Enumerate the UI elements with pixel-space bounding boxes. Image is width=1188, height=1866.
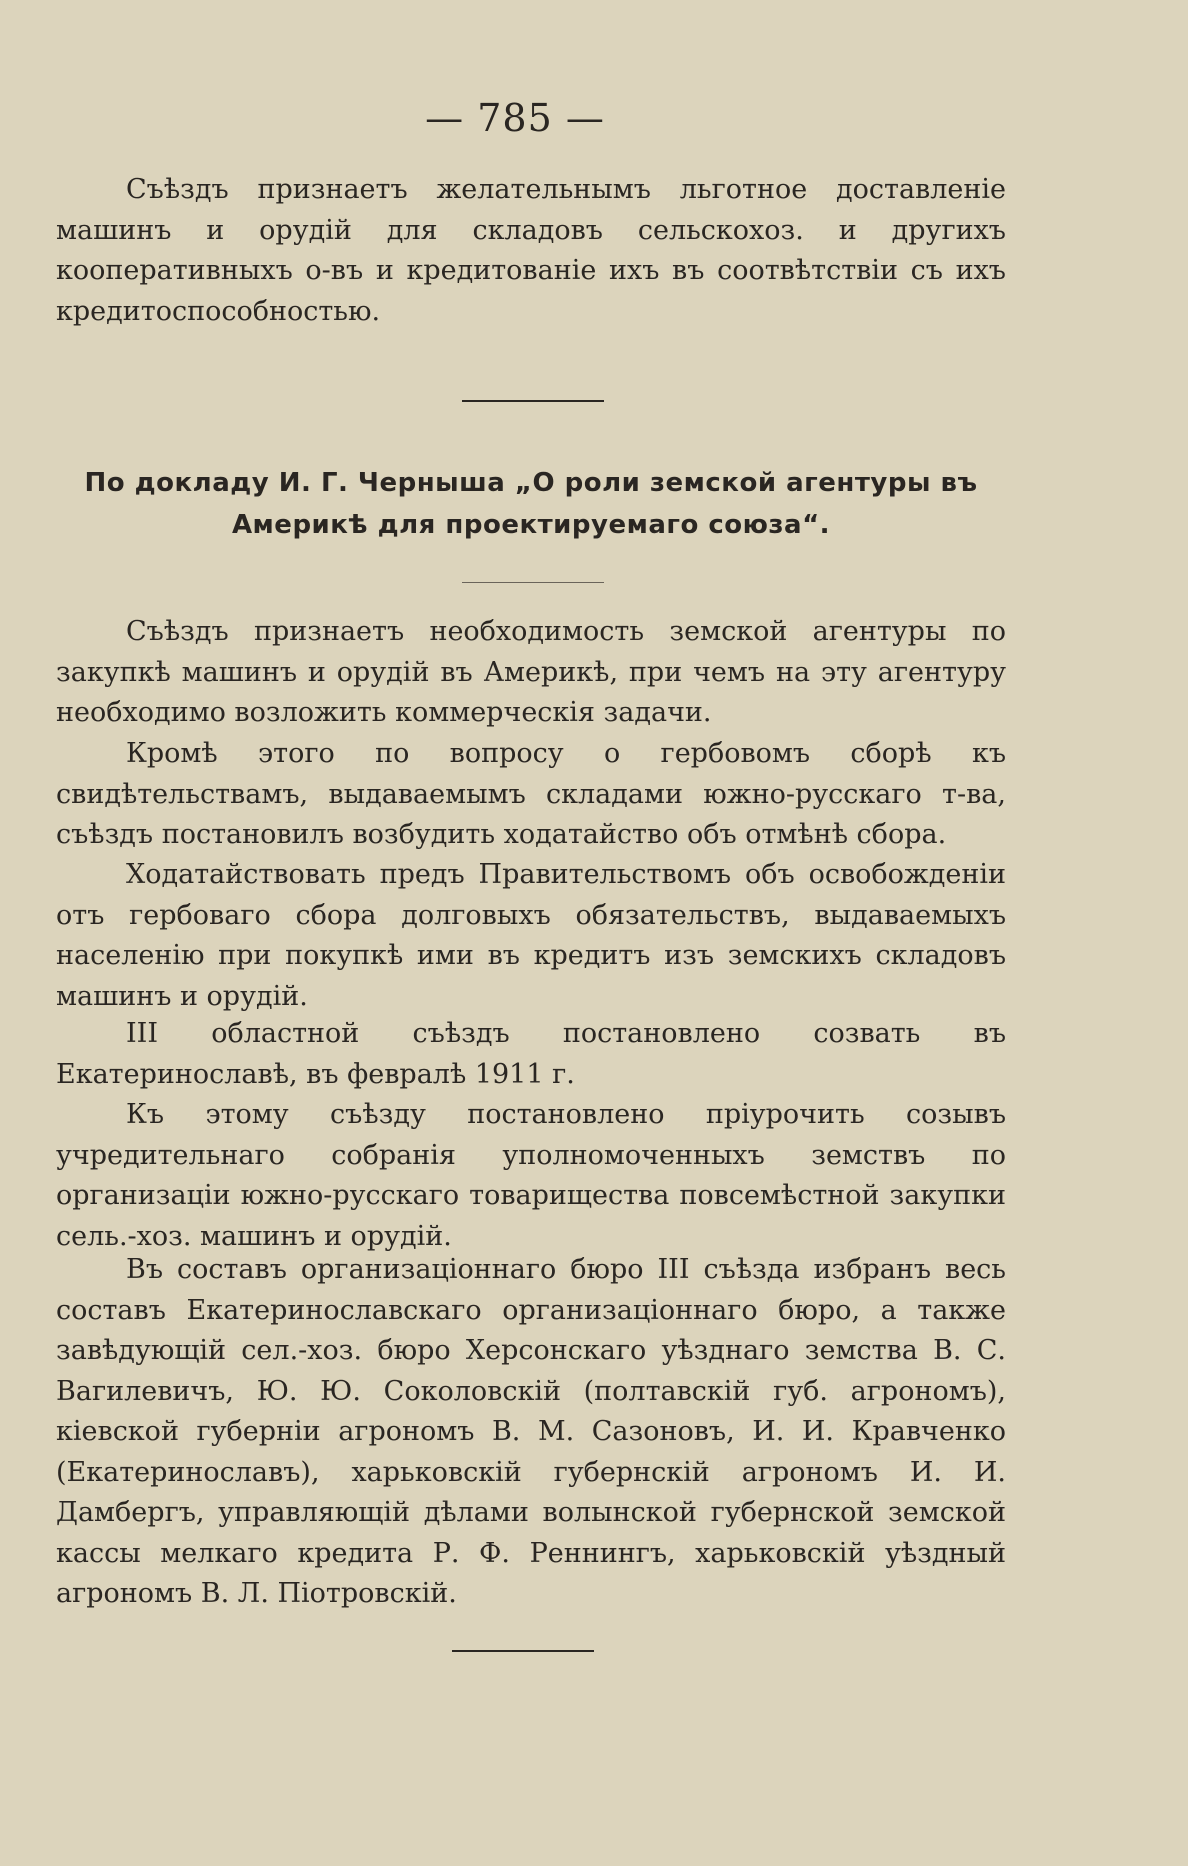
paragraph-text: Ходатайствовать предъ Правительствомъ объ освобожденіи отъ гербоваго сбора долговыхъ обязательствъ, выдаваемыхъ населенію при покупкѣ ими въ кредитъ изъ земскихъ складовъ машинъ и орудій. bbox=[56, 859, 1006, 1012]
paragraph-third-congress bbox=[56, 1014, 1006, 1095]
section-divider bbox=[462, 400, 604, 402]
paragraph-agency bbox=[56, 612, 1006, 734]
paragraph-text: III областной съѣздъ постановлено созвать въ Екатеринославѣ, въ февралѣ 1911 г. bbox=[56, 1018, 1006, 1090]
paragraph-text: Въ составъ организаціоннаго бюро III съѣзда избранъ весь составъ Екатеринославскаго организаціоннаго бюро, а также завѣдующій сел.-хоз. бюро Херсонскаго уѣзднаго земства В. С. Вагилевичъ, Ю. Ю. Соколовскій (полтавскій губ. агрономъ), кіевской губерніи агрономъ В. М. Сазоновъ, И. И. Кравченко (Екатеринославъ), харьковскій губернскій агрономъ И. И. Дамбергъ, управляющій дѣлами волынской губернской земской кассы мелкаго кредита Р. Ф. Реннингъ, харьковскій уѣздный агрономъ В. Л. Піотровскій. bbox=[56, 1254, 1006, 1609]
page-number: — 785 — bbox=[425, 96, 605, 140]
end-divider bbox=[452, 1650, 594, 1652]
paragraph-constituent-assembly bbox=[56, 1095, 1006, 1257]
intro-paragraph bbox=[56, 170, 1006, 332]
section-heading: По докладу И. Г. Черныша „О роли земской агентуры въ Америкѣ для проектируемаго союза“. bbox=[84, 468, 978, 540]
paragraph-bureau-members bbox=[56, 1250, 1006, 1615]
paragraph-stamp-duty bbox=[56, 734, 1006, 856]
paragraph-text: Кромѣ этого по вопросу о гербовомъ сборѣ къ свидѣтельствамъ, выдаваемымъ складами южно-русскаго т-ва, съѣздъ постановилъ возбудить ходатайство объ отмѣнѣ сбора. bbox=[56, 738, 1006, 850]
paragraph-petition bbox=[56, 855, 1006, 1017]
heading-underline bbox=[462, 582, 604, 583]
paragraph-text: Съѣздъ признаетъ необходимость земской агентуры по закупкѣ машинъ и орудій въ Америкѣ, при чемъ на эту агентуру необходимо возложить коммерческія задачи. bbox=[56, 616, 1006, 728]
paragraph-text: Къ этому съѣзду постановлено пріурочить созывъ учредительнаго собранія уполномоченныхъ земствъ по организаціи южно-русскаго товарищества повсемѣстной закупки сель.-хоз. машинъ и орудій. bbox=[56, 1099, 1006, 1252]
intro-paragraph-text: Съѣздъ признаетъ желательнымъ льготное доставленіе машинъ и орудій для складовъ сельскохоз. и другихъ кооперативныхъ о-въ и кредитованіе ихъ въ соотвѣтствіи съ ихъ кредитоспособностью. bbox=[56, 174, 1006, 327]
